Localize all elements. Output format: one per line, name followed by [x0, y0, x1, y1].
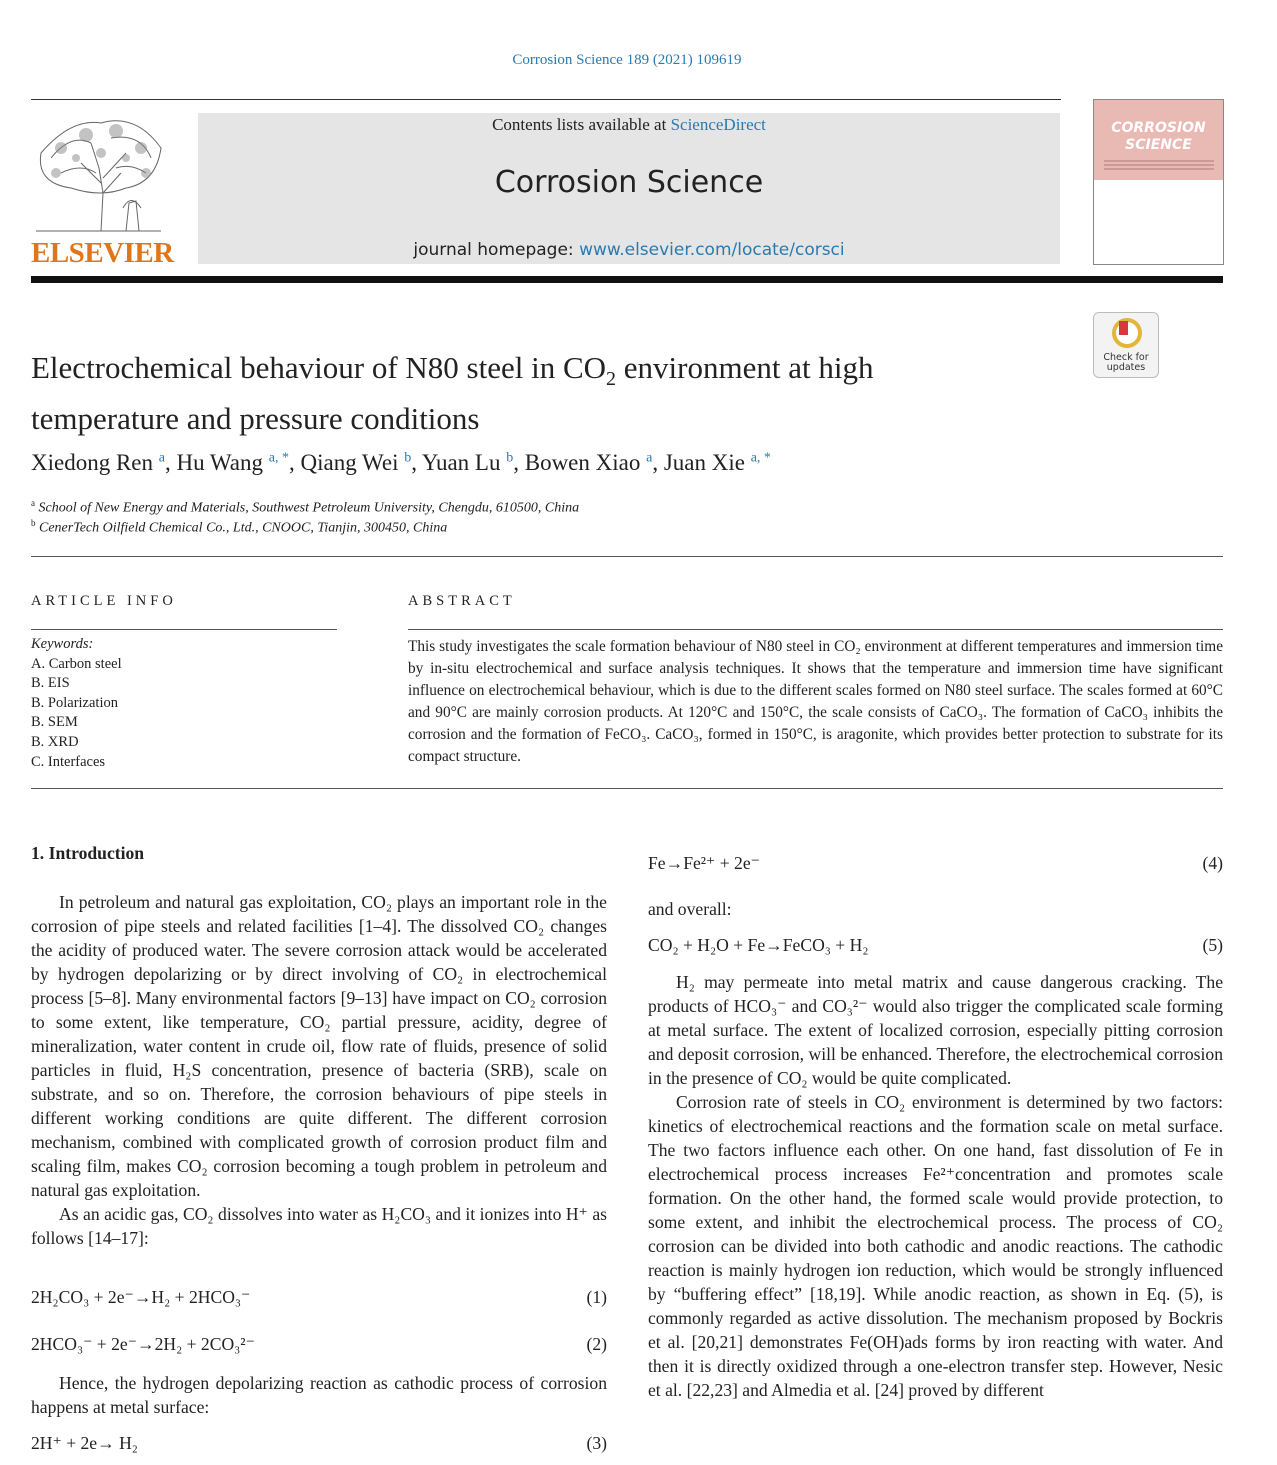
author-name: Bowen Xiao [524, 450, 641, 475]
keyword-item: B. SEM [31, 714, 78, 731]
author[interactable] [422, 450, 513, 475]
equation-2: 2HCO₃⁻ + 2e⁻→2H₂ + 2CO₃²⁻ [31, 1334, 255, 1354]
author-name: Qiang Wei [300, 450, 399, 475]
section-divider [31, 556, 1223, 557]
journal-citation[interactable]: Corrosion Science 189 (2021) 109619 [512, 52, 742, 68]
equation-5: CO₂ + H₂O + Fe→FeCO₃ + H₂ [648, 935, 869, 955]
equation-number: (5) [1202, 935, 1223, 955]
overall-label: and overall: [648, 899, 732, 919]
journal-homepage [198, 240, 1060, 260]
header-thick-rule [31, 276, 1223, 283]
affiliation-mark: a [31, 498, 35, 508]
author-affiliation-mark[interactable]: a, * [750, 450, 771, 466]
equation-number: (4) [1202, 853, 1223, 873]
paragraph: As an acidic gas, CO₂ dissolves into water as H₂CO₃ and it ionizes into H⁺ as follows [14–17]: [31, 1204, 607, 1248]
cover-text-lines [1104, 158, 1214, 172]
author-affiliation-mark[interactable]: b [404, 450, 412, 466]
keywords-label: Keywords: [31, 636, 94, 652]
homepage-prefix: journal homepage: [413, 240, 580, 260]
journal-name: Corrosion Science [494, 165, 764, 200]
affiliation-text: CenerTech Oilfield Chemical Co., Ltd., CNOOC, Tianjin, 300450, China [39, 520, 448, 536]
right-column-text [648, 970, 1223, 1402]
header-rule [31, 99, 1061, 100]
journal-cover[interactable] [1093, 99, 1224, 265]
paragraph: Corrosion rate of steels in CO₂ environment is determined by two factors: kinetics of electrochemical reactions and the formation scale on metal surface. The two factors influence each other. On one hand, fast dissolution of Fe in electrochemical process increases Fe²⁺concentration and promotes scale formation. On the other hand, the formed scale would provide protection, to some extent, and inhibit the electrochemical process. The process of CO₂ corrosion can be divided into both cathodic and anodic reactions. The cathodic reaction is mainly hydrogen ion reduction, which would be strongly influenced by “buffering effect” [18,19]. While anodic reaction, as shown in Eq. (5), is commonly regarded as active dissolution. The mechanism proposed by Bockris et al. [20,21] demonstrates Fe(OH)ads forms by iron reacting with water. And then it is directly oxidized through a one-electron transfer step. However, Nesic et al. [22,23] and Almedia et al. [24] proved by different [648, 1092, 1223, 1400]
equation-4: Fe→Fe²⁺ + 2e⁻ [648, 853, 760, 873]
keyword-item: A. Carbon steel [31, 655, 122, 672]
affiliation [31, 498, 579, 517]
article-info-rule [31, 629, 337, 630]
author-name: Xiedong Ren [31, 450, 154, 475]
left-column-cathodic [31, 1371, 607, 1419]
author[interactable] [300, 450, 411, 475]
author[interactable] [525, 450, 653, 475]
paragraph: Hence, the hydrogen depolarizing reaction as cathodic process of corrosion happens at metal surface: [31, 1373, 607, 1417]
title-part1: Electrochemical behaviour of N80 steel in CO [31, 350, 607, 385]
author-list: Xiedong Ren $^a$, Hu Wang $^{a, *}$, Qiang Wei $^b$, Yuan Lu $^b$, Bowen Xiao $^a$, Juan Xie $^{a, *}$ [31, 450, 771, 475]
affiliation-mark: b [31, 518, 36, 528]
check-for-updates-badge[interactable] [1093, 312, 1159, 378]
author-name: Hu Wang [176, 450, 264, 475]
equation-3: 2H⁺ + 2e→ H₂ [31, 1433, 138, 1453]
check-updates-line1: Check for [1103, 352, 1149, 363]
cover-title-line1: CORROSION [1111, 120, 1206, 136]
author[interactable] [664, 450, 771, 475]
author-affiliation-mark[interactable]: b [506, 450, 514, 466]
author[interactable] [176, 450, 289, 475]
affiliation [31, 518, 447, 537]
homepage-link[interactable]: www.elsevier.com/locate/corsci [579, 240, 845, 260]
equation-number: (3) [586, 1433, 607, 1453]
affiliation-text: School of New Energy and Materials, Southwest Petroleum University, Chengdu, 610500, China [38, 500, 580, 516]
equation-number: (1) [586, 1287, 607, 1307]
cover-title [1094, 120, 1223, 154]
author-affiliation-mark[interactable]: a, * [268, 450, 289, 466]
elsevier-tree-icon [31, 113, 166, 233]
section-heading: 1. Introduction [31, 843, 145, 863]
paragraph: In petroleum and natural gas exploitation, CO₂ plays an important role in the corrosion of pipe steels and related facilities [1–4]. The dissolved CO₂ changes the acidity of produced water. The severe corrosion attack would be accelerated by hydrogen depolarizing or by direct involving of CO₂ in electrochemical process [5–8]. Many environmental factors [9–13] have impact on CO₂ corrosion to some extent, like temperature, CO₂ partial pressure, acidity, degree of mineralization, water content in crude oil, flow rate of fluids, presence of solid particles in fluid, H₂S concentration, presence of bacteria (SRB), scale on substrate, and so on. Therefore, the corrosion behaviours of pipe steels in different working conditions are quite different. The different corrosion mechanism, combined with complicated growth of corrosion product film and scaling film, makes CO₂ corrosion becoming a tough problem in petroleum and natural gas exploitation. [31, 892, 607, 1200]
equation-number: (2) [586, 1334, 607, 1354]
check-updates-label [1094, 353, 1158, 373]
keyword-item: B. EIS [31, 675, 70, 692]
keyword-item: B. Polarization [31, 694, 118, 711]
author-affiliation-mark[interactable]: a [158, 450, 165, 466]
keyword-item: C. Interfaces [31, 753, 106, 770]
author-affiliation-mark[interactable]: a [646, 450, 653, 466]
abstract-text: This study investigates the scale formation behaviour of N80 steel in CO₂ environment at different temperatures and immersion time by in-situ electrochemical and surface analysis techniques. It shows that the temperature and immersion time have significant influence on electrochemical behaviour, which is due to the different scales formed on N80 steel surface. The scales formed at 60°C and 90°C are mainly corrosion products. At 120°C and 150°C, the scale consists of CaCO₃. The formation of CaCO₃ inhibits the corrosion and the formation of FeCO₃. CaCO₃, formed in 150°C, is aragonite, which provides better protection to substrate for its compact structure. [408, 638, 1223, 765]
contents-availability [198, 115, 1060, 135]
author-name: Juan Xie [663, 450, 745, 475]
article-info-heading: ARTICLE INFO [31, 593, 177, 609]
author-name: Yuan Lu [421, 450, 501, 475]
article-title [31, 348, 1031, 438]
journal-banner [198, 113, 1060, 264]
elsevier-wordmark: ELSEVIER [31, 237, 174, 269]
keyword-item: B. XRD [31, 733, 79, 750]
keywords-list [31, 635, 122, 772]
title-part2: environment at high [616, 350, 874, 385]
author[interactable] [31, 450, 165, 475]
abstract-heading: ABSTRACT [408, 593, 516, 609]
title-subscript: 2 [606, 368, 617, 391]
abstract-rule [408, 629, 1223, 630]
equation-1: 2H₂CO₃ + 2e⁻→H₂ + 2HCO₃⁻ [31, 1287, 251, 1307]
paragraph: H₂ may permeate into metal matrix and cause dangerous cracking. The products of HCO₃⁻ and CO₃²⁻ would also trigger the complicated scale forming at metal surface. The extent of localized corrosion, especially pitting corrosion and deposit corrosion, will be enhanced. Therefore, the electrochemical corrosion in the presence of CO₂ would be quite complicated. [648, 972, 1223, 1088]
check-updates-line2: updates [1106, 362, 1146, 373]
sciencedirect-link[interactable]: ScienceDirect [670, 115, 766, 134]
left-column-intro [31, 890, 607, 1250]
section-divider [31, 788, 1223, 789]
cover-title-line2: SCIENCE [1125, 137, 1192, 153]
title-line2: temperature and pressure conditions [31, 401, 480, 437]
contents-prefix: Contents lists available at [492, 115, 671, 134]
bookmark-icon [1119, 321, 1128, 335]
elsevier-logo[interactable] [31, 113, 174, 269]
